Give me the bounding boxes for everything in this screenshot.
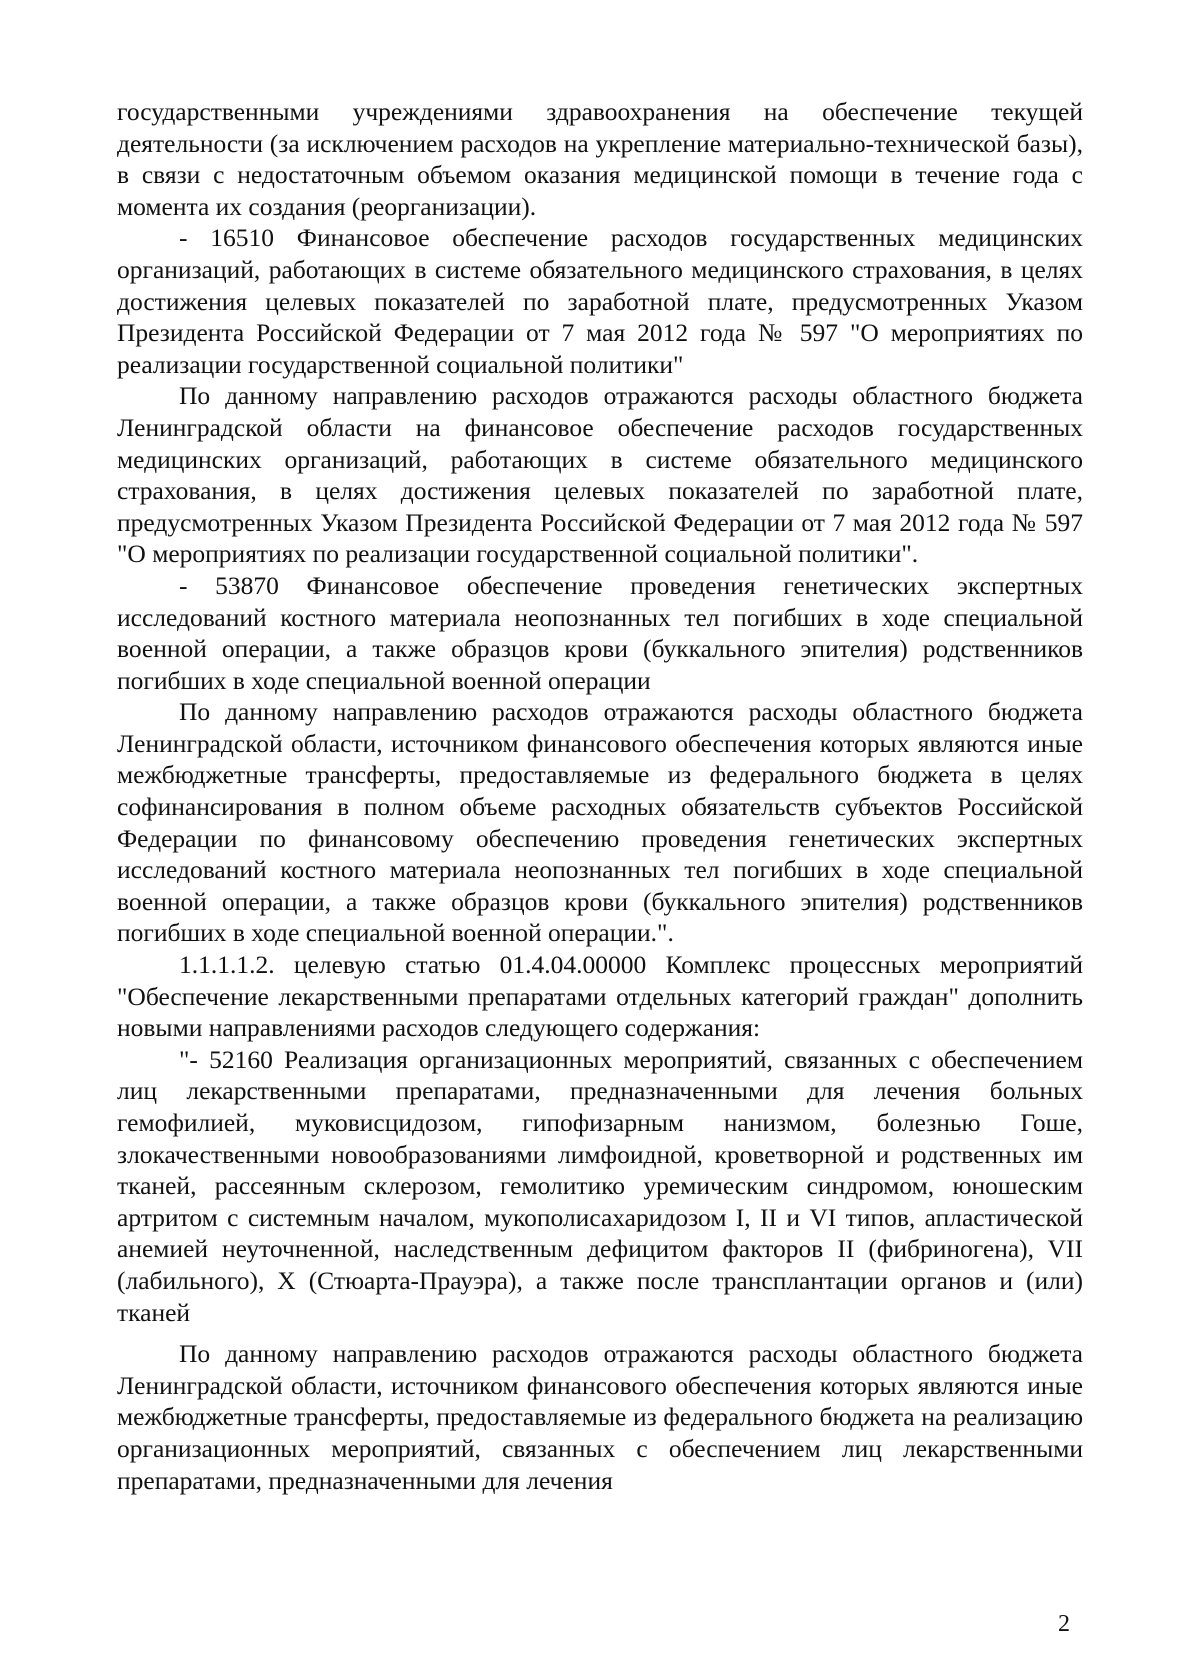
paragraph-description-16510: По данному направлению расходов отражаются расходы областного бюджета Ленинградской области на финансовое обеспечение расходов государственных медицинских организаций, работающих в системе обязательного медицинского страхования, в целях достижения целевых показателей по заработной плате, предусмотренных Указом Президента Российской Федерации от 7 мая 2012 года № 597 "О мероприятиях по реализации государственной социальной политики".: [117, 381, 1083, 569]
paragraph-continuation: государственными учреждениями здравоохранения на обеспечение текущей деятельности (за исключением расходов на укрепление материально-технической базы), в связи с недостаточным объемом оказания медицинской помощи в течение года с момента их создания (реорганизации).: [117, 97, 1083, 221]
document-body: [117, 96, 1083, 1496]
paragraph-description-52160: По данному направлению расходов отражаются расходы областного бюджета Ленинградской области, источником финансового обеспечения которых являются иные межбюджетные трансферты, предоставляемые из федерального бюджета на реализацию организационных мероприятий, связанных с обеспечением лиц лекарственными препаратами, предназначенными для лечения: [117, 1339, 1083, 1495]
paragraph-item-16510: - 16510 Финансовое обеспечение расходов государственных медицинских организаций, работающих в системе обязательного медицинского страхования, в целях достижения целевых показателей по заработной плате, предусмотренных Указом Президента Российской Федерации от 7 мая 2012 года № 597 "О мероприятиях по реализации государственной социальной политики": [117, 223, 1083, 379]
page-number: 2: [1058, 1611, 1070, 1637]
paragraph-item-52160: "- 52160 Реализация организационных мероприятий, связанных с обеспечением лиц лекарственными препаратами, предназначенными для лечения больных гемофилией, муковисцидозом, гипофизарным нанизмом, болезнью Гоше, злокачественными новообразованиями лимфоидной, кроветворной и родственных им тканей, рассеянным склерозом, гемолитико уремическим синдромом, юношеским артритом с системным началом, мукополисахаридозом I, II и VI типов, апластической анемией неуточненной, наследственным дефицитом факторов II (фибриногена), VII (лабильного), X (Стюарта-Прауэра), а также после трансплантации органов и (или) тканей: [117, 1044, 1083, 1327]
paragraph-target-article: 1.1.1.1.2. целевую статью 01.4.04.00000 Комплекс процессных мероприятий "Обеспечение лекарственными препаратами отдельных категорий граждан" дополнить новыми направлениями расходов следующего содержания:: [117, 950, 1083, 1043]
paragraph-description-53870: По данному направлению расходов отражаются расходы областного бюджета Ленинградской области, источником финансового обеспечения которых являются иные межбюджетные трансферты, предоставляемые из федерального бюджета в целях софинансирования в полном объеме расходных обязательств субъектов Российской Федерации по финансовому обеспечению проведения генетических экспертных исследований костного материала неопознанных тел погибших в ходе специальной военной операции, а также образцов крови (буккального эпителия) родственников погибших в ходе специальной военной операции.".: [117, 697, 1083, 948]
paragraph-item-53870: - 53870 Финансовое обеспечение проведения генетических экспертных исследований костного материала неопознанных тел погибших в ходе специальной военной операции, а также образцов крови (буккального эпителия) родственников погибших в ходе специальной военной операции: [117, 570, 1083, 695]
